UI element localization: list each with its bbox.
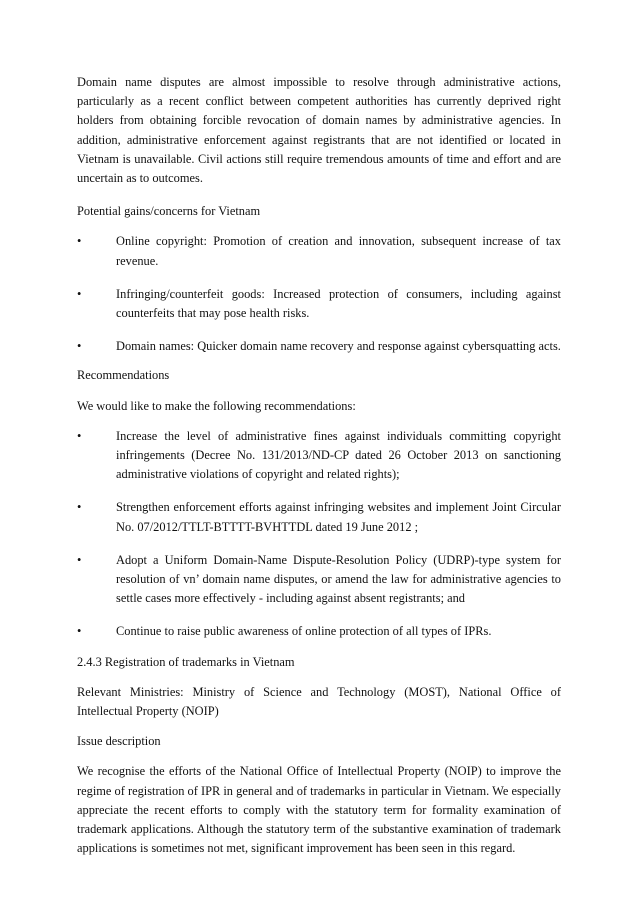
bullet-icon: • <box>77 552 82 567</box>
section-title: 2.4.3 Registration of trademarks in Vietnam <box>77 654 295 669</box>
list-item-text: Continue to raise public awareness of online protection of all types of IPRs. <box>116 624 492 639</box>
issue-heading: Issue description <box>77 734 161 749</box>
list-item <box>77 232 561 270</box>
gains-heading: Potential gains/concerns for Vietnam <box>77 204 261 219</box>
list-item-text: Domain names: Quicker domain name recovery and response against cybersquatting acts. <box>116 339 561 354</box>
list-item-text: Increase the level of administrative fines against individuals committing copyright infringements (Decree No. 131/2013/ND-CP dated 26 October 2013 on sanctioning administrative violations of copyright and related rights); <box>116 428 561 482</box>
bullet-icon: • <box>77 428 82 443</box>
issue-paragraph: We recognise the efforts of the National Office of Intellectual Property (NOIP) to improve the regime of registration of IPR in general and of trademarks in particular in Vietnam. We especially appreciate the recent efforts to comply with the statutory term for formality examination of trademark applications. Although the statutory term of the substantive examination of trademark applications is sometimes not met, significant improvement has been seen in this regard. <box>77 764 561 856</box>
bullet-icon: • <box>77 286 82 301</box>
list-item <box>77 622 561 641</box>
section-ministries: Relevant Ministries: Ministry of Science and Technology (MOST), National Office of Intellectual Property (NOIP) <box>77 684 561 719</box>
bullet-icon: • <box>77 339 82 354</box>
list-item <box>77 337 561 356</box>
list-item <box>77 285 561 323</box>
list-item <box>77 498 561 536</box>
document-page <box>77 73 561 873</box>
intro-paragraph: Domain name disputes are almost impossible to resolve through administrative actions, particularly as a recent conflict between competent authorities has currently deprived right holders from obtaining forcible revocation of domain names by administrative agencies. In addition, administrative enforcement against registrants that are not identified or located in Vietnam is unavailable. Civil actions still require tremendous amounts of time and effort and are uncertain as to outcomes. <box>77 75 561 186</box>
bullet-icon: • <box>77 624 82 639</box>
list-item-text: Online copyright: Promotion of creation and innovation, subsequent increase of tax revenue. <box>116 234 561 268</box>
list-item-text: Strengthen enforcement efforts against infringing websites and implement Joint Circular No. 07/2012/TTLT-BTTTT-BVHTTDL dated 19 June 2012 ; <box>116 500 561 534</box>
list-item <box>77 427 561 485</box>
list-item-text: Infringing/counterfeit goods: Increased protection of consumers, including against counterfeits that may pose health risks. <box>116 286 561 321</box>
recommendations-heading: Recommendations <box>77 368 170 383</box>
bullet-icon: • <box>77 500 82 515</box>
list-item-text: Adopt a Uniform Domain-Name Dispute-Resolution Policy (UDRP)-type system for resolution of vn’ domain name disputes, or amend the law for administrative agencies to settle cases more effectively - including against absent registrants; and <box>116 552 561 606</box>
list-item <box>77 551 561 609</box>
recommendations-intro: We would like to make the following recommendations: <box>77 398 356 413</box>
bullet-icon: • <box>77 234 82 249</box>
